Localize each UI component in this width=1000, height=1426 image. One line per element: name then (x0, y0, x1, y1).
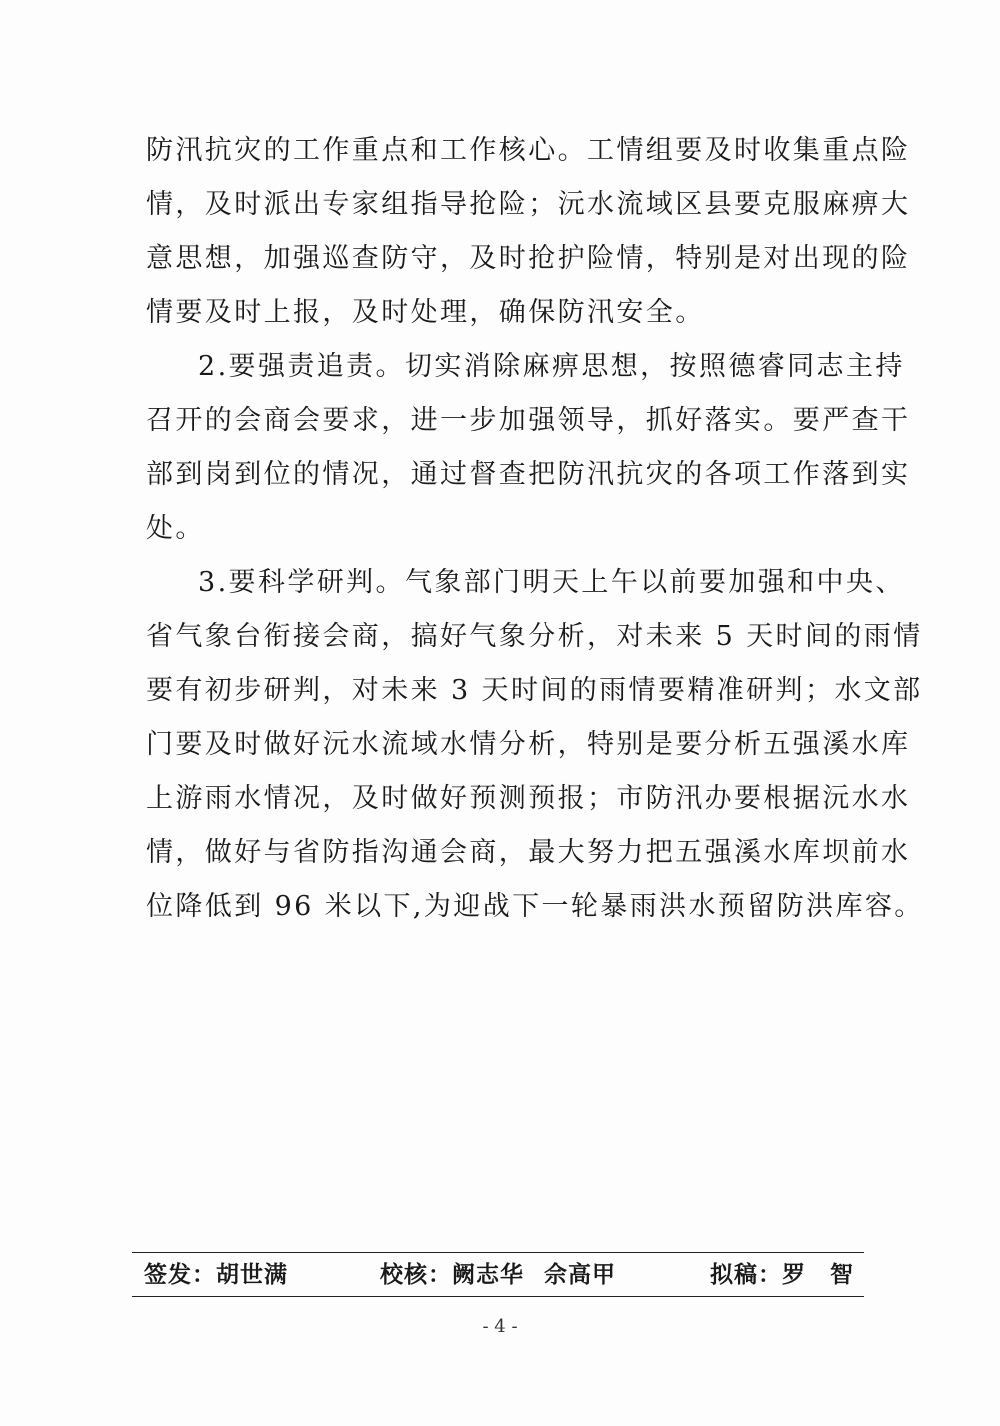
checker-name-2: 佘高甲 (544, 1261, 616, 1288)
drafter-name: 罗 智 (782, 1261, 854, 1288)
paragraph-line: 上游雨水情况，及时做好预测预报；市防汛办要根据沅水水 (146, 783, 911, 814)
paragraph-line: 情，及时派出专家组指导抢险；沅水流域区县要克服麻痹大 (146, 189, 911, 220)
signer-label: 签发： (144, 1261, 216, 1288)
paragraph-line: 情要及时上报，及时处理，确保防汛安全。 (146, 297, 705, 328)
footer-bottom-rule (132, 1296, 864, 1297)
paragraph-line: 3.要科学研判。气象部门明天上午以前要加强和中央、 (198, 567, 905, 598)
paragraph-line: 部到岗到位的情况，通过督查把防汛抗灾的各项工作落到实 (146, 459, 911, 490)
drafter-field (710, 1256, 854, 1294)
paragraph-line: 意思想，加强巡查防守，及时抢护险情，特别是对出现的险 (146, 243, 911, 274)
paragraph-line: 门要及时做好沅水流域水情分析，特别是要分析五强溪水库 (146, 729, 911, 760)
footer-top-rule (132, 1252, 864, 1253)
page-number: - 4 - (482, 1316, 518, 1337)
paragraph-line: 省气象台衔接会商，搞好气象分析，对未来 5 天时间的雨情 (146, 621, 923, 652)
checker-field (380, 1256, 616, 1294)
footer-signature-row (132, 1256, 864, 1294)
paragraph-line: 处。 (146, 513, 205, 544)
paragraph-line: 防汛抗灾的工作重点和工作核心。工情组要及时收集重点险 (146, 135, 911, 166)
checker-label: 校核： (380, 1261, 452, 1288)
paragraph-line: 要有初步研判，对未来 3 天时间的雨情要精准研判；水文部 (146, 675, 923, 706)
paragraph-line: 2.要强责追责。切实消除麻痹思想，按照德睿同志主持 (198, 351, 905, 382)
checker-name-1: 阙志华 (452, 1261, 524, 1288)
signer-field (144, 1256, 288, 1294)
signer-name: 胡世满 (216, 1261, 288, 1288)
paragraph-line: 情，做好与省防指沟通会商，最大努力把五强溪水库坝前水 (146, 837, 911, 868)
drafter-label: 拟稿： (710, 1261, 782, 1288)
paragraph-line: 召开的会商会要求，进一步加强领导，抓好落实。要严查干 (146, 405, 911, 436)
paragraph-line: 位降低到 96 米以下,为迎战下一轮暴雨洪水预留防洪库容。 (146, 891, 924, 922)
body-text (146, 124, 924, 934)
